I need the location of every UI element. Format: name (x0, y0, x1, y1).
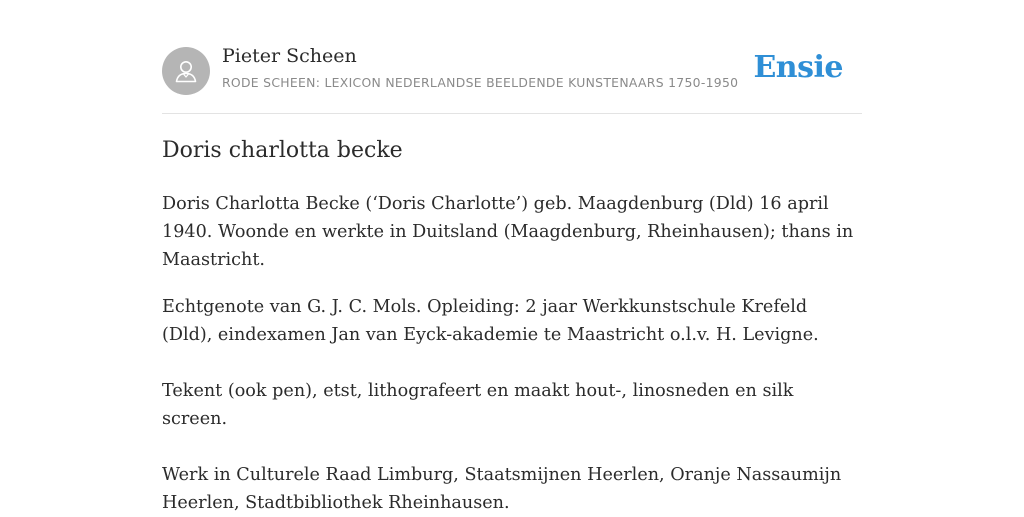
source-label[interactable]: RODE SCHEEN: LEXICON NEDERLANDSE BEELDENDE KUNSTENAARS 1750-1950 (222, 75, 739, 90)
avatar[interactable] (162, 47, 210, 95)
paragraph: Werk in Culturele Raad Limburg, Staatsmijnen Heerlen, Oranje Nassaumijn Heerlen, Stadtbibliothek Rheinhausen. (162, 465, 842, 513)
user-icon (172, 57, 200, 85)
paragraph: Tekent (ook pen), etst, lithografeert en maakt hout-, linosneden en silk screen. (162, 381, 794, 429)
brand-logo[interactable]: Ensie (753, 50, 843, 85)
article-body (162, 190, 862, 517)
page-title: Doris charlotta becke (162, 138, 403, 163)
author-name[interactable]: Pieter Scheen (222, 45, 357, 67)
paragraph: Echtgenote van G. J. C. Mols. Opleiding: 2 jaar Werkkunstschule Krefeld (Dld), eindexamen Jan van Eyck-akademie te Maastricht o.l.v. H. Levigne. (162, 297, 819, 345)
article-card (162, 0, 862, 513)
article-header (162, 0, 862, 114)
paragraph: Doris Charlotta Becke (‘Doris Charlotte’) geb. Maagdenburg (Dld) 16 april 1940. Woonde en werkte in Duitsland (Maagdenburg, Rheinhausen); thans in Maastricht. (162, 194, 854, 270)
